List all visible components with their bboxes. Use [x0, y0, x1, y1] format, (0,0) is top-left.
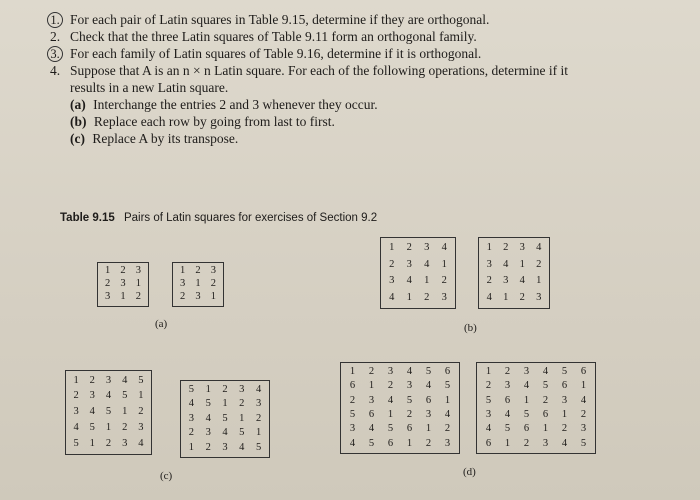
- exercise-text: Check that the three Latin squares of Table 9.11 form an orthogonal family.: [70, 29, 477, 44]
- exercise-number: 4.: [50, 63, 61, 78]
- latin-square-cell: 3: [387, 365, 394, 377]
- exercise-2: [50, 29, 690, 45]
- latin-square-cell: 4: [486, 291, 492, 303]
- latin-square-cell: 5: [122, 390, 128, 402]
- latin-square-cell: 5: [444, 380, 451, 392]
- latin-square-cell: 1: [105, 265, 111, 277]
- latin-square-cell: 3: [120, 278, 126, 290]
- latin-square-cell: 1: [122, 406, 128, 418]
- latin-square-cell: 2: [120, 265, 126, 277]
- latin-square-cell: 4: [387, 394, 394, 406]
- latin-square-cell: 2: [542, 394, 549, 406]
- exercise-text: Suppose that A is an n × n Latin square. For each of the following operations, determine if it: [70, 63, 569, 78]
- latin-square-cell: 1: [239, 412, 245, 424]
- latin-square-cell: 1: [255, 427, 262, 439]
- caption-a: (a): [155, 318, 168, 330]
- latin-square-cell: 5: [387, 423, 394, 435]
- latin-square-cell: 4: [205, 412, 211, 424]
- latin-square-cell: 3: [486, 258, 492, 270]
- latin-square-cell: 1: [180, 265, 186, 277]
- sub-item-label: (b): [70, 114, 87, 129]
- latin-square-cell: 3: [523, 365, 530, 377]
- latin-square-cell: 4: [188, 398, 195, 410]
- table-title: [60, 212, 377, 224]
- latin-square-cell: 4: [536, 242, 542, 253]
- latin-square-cell: 4: [138, 437, 144, 449]
- latin-square-cell: 2: [349, 394, 356, 406]
- latin-square-cell: 2: [441, 275, 447, 286]
- latin-square-cell: 6: [368, 408, 375, 420]
- latin-square-cell: 2: [519, 291, 525, 303]
- latin-square-cell: 4: [424, 258, 430, 270]
- latin-square-cell: 1: [120, 291, 126, 303]
- latin-square-cell: 4: [561, 437, 568, 449]
- latin-square-cell: 5: [205, 398, 211, 410]
- latin-square-cell: 1: [542, 423, 549, 435]
- latin-square-cell: 3: [188, 412, 195, 424]
- latin-square-cell: 1: [424, 275, 430, 286]
- latin-square-cell: 1: [387, 408, 394, 420]
- latin-square-cell: 2: [536, 258, 542, 270]
- latin-square-cell: 1: [222, 398, 228, 410]
- latin-square-cell: 2: [255, 412, 262, 424]
- exercise-3: [50, 46, 690, 62]
- latin-square-cell: 3: [210, 265, 216, 277]
- latin-square-cell: 1: [485, 365, 492, 377]
- latin-square-cell: 1: [444, 394, 451, 406]
- latin-square-cell: 1: [523, 394, 530, 406]
- latin-square-cell: 2: [444, 423, 451, 435]
- latin-square-cell: 5: [425, 365, 432, 377]
- latin-square-cell: 2: [105, 437, 112, 449]
- latin-square-cell: 4: [444, 408, 451, 420]
- latin-square-cell: 2: [138, 406, 144, 418]
- latin-square-cell: 1: [406, 437, 413, 449]
- latin-square-cell: 3: [222, 441, 228, 453]
- latin-square-cell: 1: [504, 437, 511, 449]
- sub-item-text: Interchange the entries 2 and 3 whenever they occur.: [93, 97, 378, 112]
- latin-square-c2: [180, 380, 270, 458]
- latin-square-cell: 2: [580, 408, 587, 420]
- latin-square-cell: 2: [389, 258, 395, 270]
- sub-item-c: [50, 131, 690, 147]
- latin-square-d2: [476, 362, 596, 454]
- latin-square-cell: 4: [389, 291, 395, 303]
- latin-square-cell: 3: [239, 383, 245, 395]
- latin-square-cell: 6: [425, 394, 432, 406]
- exercise-number: 3.: [47, 46, 63, 62]
- latin-square-cell: 2: [122, 422, 128, 434]
- latin-square-cell: 4: [523, 380, 530, 392]
- latin-square-cell: 3: [424, 242, 430, 253]
- latin-square-cell: 2: [195, 265, 201, 277]
- latin-square-cell: 3: [425, 408, 432, 420]
- latin-square-cell: 5: [561, 365, 568, 377]
- latin-square-cell: 5: [504, 423, 511, 435]
- caption-c: (c): [160, 470, 173, 482]
- latin-square-cell: 4: [485, 423, 492, 435]
- latin-square-b1: [380, 237, 456, 309]
- latin-square-cell: 5: [73, 437, 79, 449]
- latin-square-cell: 2: [387, 380, 394, 392]
- latin-square-cell: 1: [210, 291, 216, 303]
- latin-square-cell: 6: [542, 408, 549, 420]
- sub-item-a: [50, 97, 690, 113]
- latin-square-cell: 4: [73, 422, 79, 434]
- latin-square-cell: 6: [444, 365, 451, 377]
- sub-item-label: (c): [70, 131, 85, 146]
- latin-square-cell: 4: [519, 275, 525, 286]
- latin-square-b2: [478, 237, 550, 309]
- sub-item-text: Replace each row by going from last to first.: [93, 114, 335, 129]
- latin-square-cell: 4: [368, 423, 375, 435]
- latin-square-cell: 1: [519, 258, 525, 270]
- latin-square-cell: 1: [349, 365, 356, 377]
- latin-square-cell: 3: [519, 242, 525, 253]
- latin-square-cell: 3: [138, 422, 144, 434]
- latin-square-cell: 2: [105, 278, 111, 290]
- latin-square-cell: 3: [105, 374, 112, 386]
- sub-item-label: (a): [70, 97, 86, 112]
- latin-square-cell: 3: [580, 423, 587, 435]
- latin-square-a2: [172, 262, 224, 307]
- latin-square-cell: 1: [138, 390, 144, 402]
- latin-square-cell: 5: [138, 374, 144, 386]
- latin-square-cell: 3: [441, 291, 447, 303]
- exercise-number: 2.: [50, 29, 61, 44]
- latin-square-c1: [65, 370, 152, 455]
- latin-square-cell: 5: [485, 394, 492, 406]
- latin-square-cell: 5: [89, 422, 95, 434]
- latin-square-cell: 5: [406, 394, 413, 406]
- latin-square-cell: 3: [542, 437, 549, 449]
- sub-item-text: Replace A by its transpose.: [92, 131, 239, 146]
- latin-square-cell: 6: [349, 380, 356, 392]
- latin-square-cell: 3: [389, 275, 395, 286]
- latin-square-cell: 1: [135, 278, 141, 290]
- latin-square-cell: 4: [239, 441, 245, 453]
- latin-square-cell: 4: [349, 437, 356, 449]
- latin-square-cell: 5: [222, 412, 228, 424]
- latin-square-cell: 4: [504, 408, 511, 420]
- exercise-4: [50, 63, 690, 79]
- latin-square-cell: 3: [180, 278, 186, 290]
- latin-square-cell: 4: [503, 258, 509, 270]
- latin-square-cell: 3: [135, 265, 141, 277]
- latin-square-cell: 2: [180, 291, 186, 303]
- latin-square-cell: 3: [485, 408, 492, 420]
- latin-square-cell: 2: [485, 380, 492, 392]
- latin-square-cell: 2: [135, 291, 141, 303]
- latin-square-cell: 3: [205, 427, 211, 439]
- exercise-1: [50, 12, 690, 28]
- latin-square-cell: 3: [536, 291, 542, 303]
- latin-square-cell: 4: [542, 365, 549, 377]
- latin-square-cell: 6: [485, 437, 492, 449]
- latin-square-cell: 4: [425, 380, 432, 392]
- sub-item-b: [50, 114, 690, 130]
- latin-square-cell: 4: [406, 275, 412, 286]
- latin-square-cell: 6: [387, 437, 394, 449]
- latin-square-cell: 6: [523, 423, 530, 435]
- latin-square-cell: 1: [368, 380, 375, 392]
- latin-square-cell: 2: [504, 365, 511, 377]
- latin-square-cell: 2: [188, 427, 195, 439]
- latin-square-cell: 2: [89, 374, 95, 386]
- latin-square-cell: 2: [424, 291, 430, 303]
- latin-square-cell: 3: [504, 380, 511, 392]
- latin-square-cell: 2: [73, 390, 79, 402]
- table-caption: Pairs of Latin squares for exercises of Section 9.2: [123, 212, 378, 224]
- latin-square-cell: 1: [503, 291, 509, 303]
- latin-square-cell: 3: [122, 437, 128, 449]
- latin-square-cell: 3: [406, 380, 413, 392]
- latin-square-cell: 6: [406, 423, 413, 435]
- latin-square-cell: 6: [580, 365, 587, 377]
- latin-square-cell: 3: [89, 390, 95, 402]
- latin-square-cell: 5: [105, 406, 112, 418]
- latin-square-cell: 5: [542, 380, 549, 392]
- exercise-4-continued: [50, 80, 690, 96]
- latin-square-cell: 1: [389, 242, 395, 253]
- latin-square-cell: 4: [406, 365, 413, 377]
- latin-square-cell: 3: [503, 275, 509, 286]
- latin-square-cell: 5: [255, 441, 262, 453]
- latin-square-cell: 3: [195, 291, 201, 303]
- exercise-list: [50, 12, 690, 148]
- latin-square-cell: 5: [188, 383, 195, 395]
- latin-square-cell: 2: [503, 242, 509, 253]
- caption-d: (d): [463, 466, 476, 478]
- latin-square-cell: 2: [425, 437, 432, 449]
- latin-square-cell: 5: [349, 408, 356, 420]
- latin-square-cell: 1: [188, 441, 195, 453]
- caption-b: (b): [464, 322, 477, 334]
- latin-square-cell: 3: [368, 394, 375, 406]
- latin-square-cell: 5: [523, 408, 530, 420]
- latin-square-cell: 5: [239, 427, 245, 439]
- table-label: Table 9.15: [60, 212, 115, 224]
- latin-square-cell: 3: [255, 398, 262, 410]
- latin-square-cell: 4: [441, 242, 447, 253]
- latin-square-cell: 1: [406, 291, 412, 303]
- latin-square-cell: 4: [580, 394, 587, 406]
- exercise-number: 1.: [47, 12, 63, 28]
- latin-square-cell: 3: [73, 406, 79, 418]
- latin-square-cell: 2: [523, 437, 530, 449]
- latin-square-cell: 1: [73, 374, 79, 386]
- latin-square-cell: 6: [561, 380, 568, 392]
- latin-square-cell: 4: [105, 390, 112, 402]
- latin-square-cell: 3: [444, 437, 451, 449]
- latin-square-cell: 4: [255, 383, 262, 395]
- latin-square-cell: 4: [122, 374, 128, 386]
- latin-square-cell: 3: [105, 291, 111, 303]
- latin-square-cell: 1: [441, 258, 447, 270]
- latin-square-cell: 1: [486, 242, 492, 253]
- latin-square-cell: 4: [89, 406, 95, 418]
- latin-square-cell: 3: [406, 258, 412, 270]
- latin-square-a1: [97, 262, 149, 307]
- latin-square-cell: 5: [368, 437, 375, 449]
- exercise-text: For each family of Latin squares of Table 9.16, determine if it is orthogonal.: [70, 46, 482, 61]
- latin-square-cell: 1: [89, 437, 95, 449]
- latin-square-cell: 1: [105, 422, 112, 434]
- latin-square-cell: 1: [561, 408, 568, 420]
- latin-square-cell: 2: [239, 398, 245, 410]
- latin-square-cell: 1: [425, 423, 432, 435]
- latin-square-cell: 2: [368, 365, 375, 377]
- latin-square-cell: 2: [561, 423, 568, 435]
- exercise-text: For each pair of Latin squares in Table 9.15, determine if they are orthogonal.: [70, 12, 490, 27]
- latin-square-cell: 1: [195, 278, 201, 290]
- exercise-text: results in a new Latin square.: [70, 80, 229, 95]
- latin-square-cell: 2: [210, 278, 216, 290]
- latin-square-cell: 1: [536, 275, 542, 286]
- latin-square-cell: 2: [222, 383, 228, 395]
- latin-square-cell: 2: [406, 408, 413, 420]
- latin-square-cell: 3: [349, 423, 356, 435]
- latin-square-d1: [340, 362, 460, 454]
- latin-square-cell: 3: [561, 394, 568, 406]
- latin-square-cell: 1: [580, 380, 587, 392]
- latin-square-cell: 6: [504, 394, 511, 406]
- latin-square-cell: 2: [406, 242, 412, 253]
- latin-square-cell: 2: [205, 441, 211, 453]
- latin-square-cell: 2: [486, 275, 492, 286]
- latin-square-cell: 5: [580, 437, 587, 449]
- latin-square-cell: 4: [222, 427, 228, 439]
- latin-square-cell: 1: [205, 383, 211, 395]
